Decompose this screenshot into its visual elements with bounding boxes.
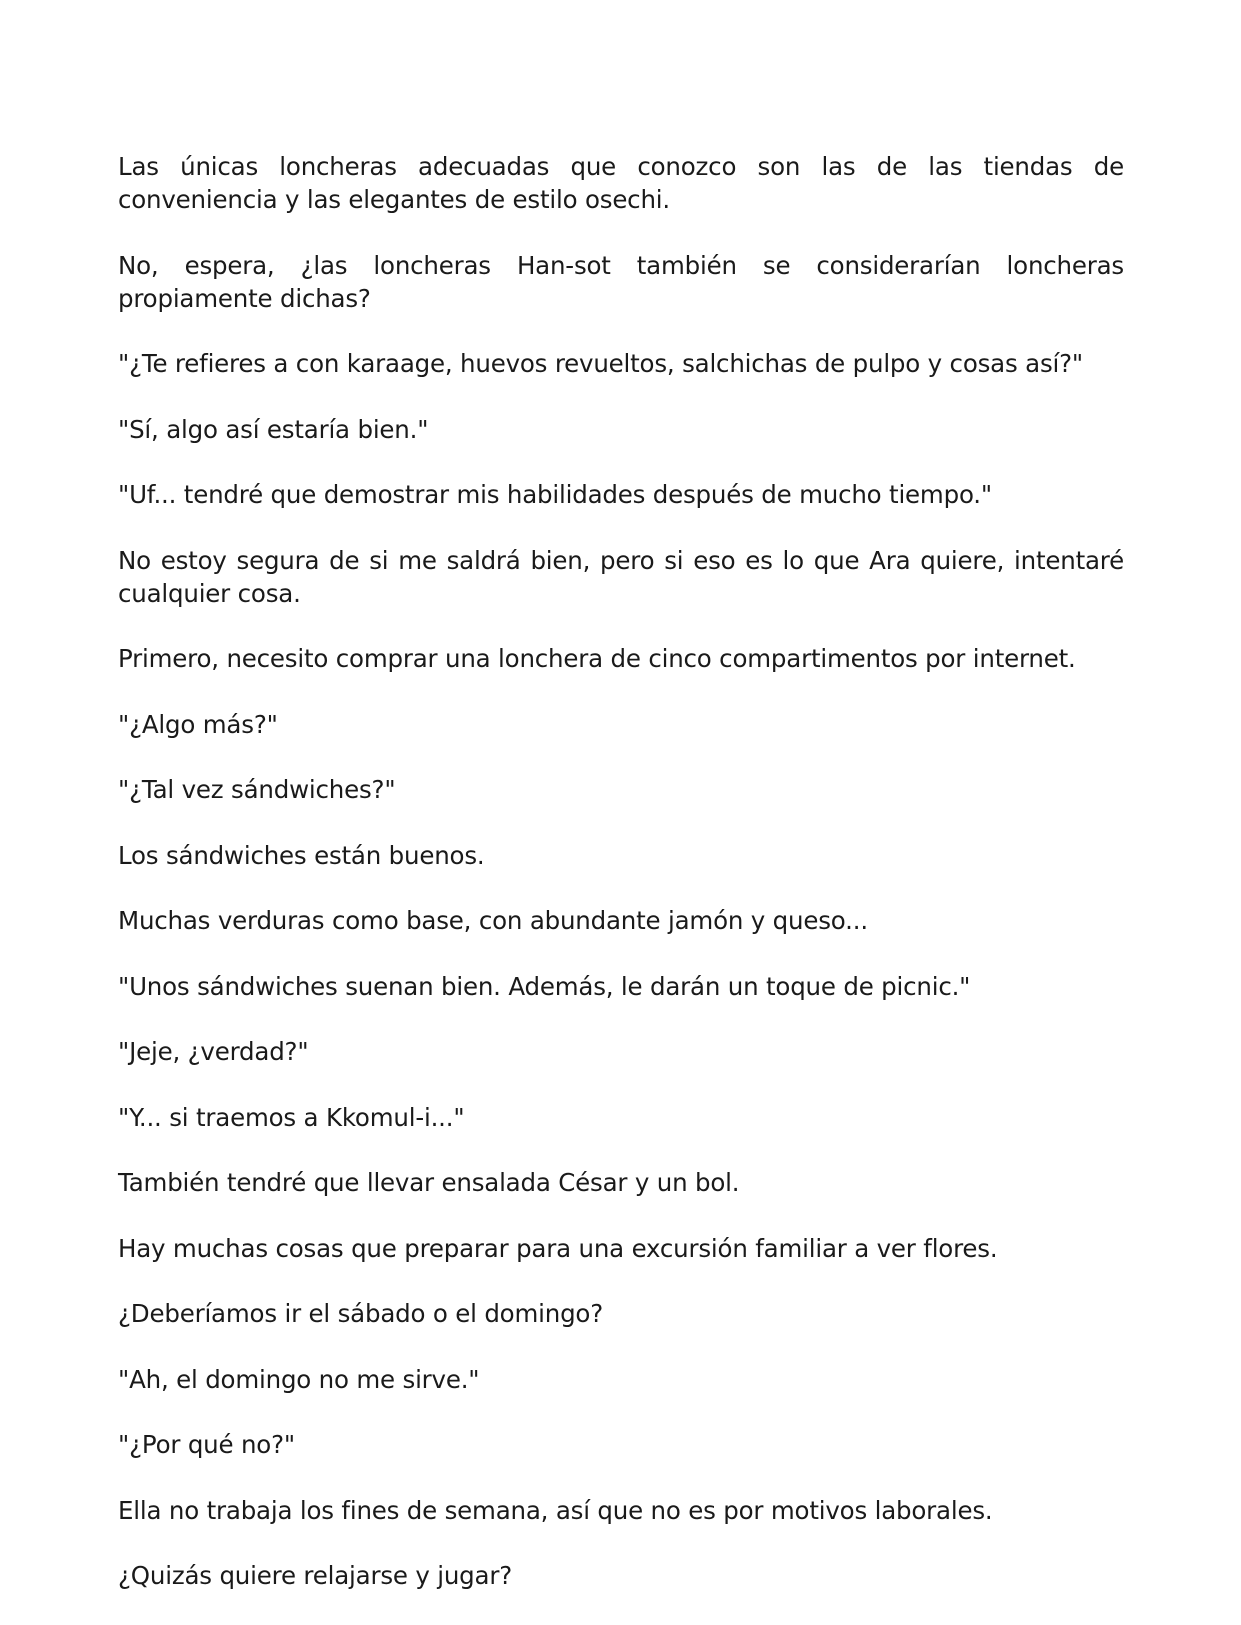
paragraph-9: "¿Tal vez sándwiches?"	[118, 775, 396, 804]
paragraph-11: Muchas verduras como base, con abundante jamón y queso...	[118, 906, 868, 935]
paragraph-19: "¿Por qué no?"	[118, 1430, 295, 1459]
paragraph-18: "Ah, el domingo no me sirve."	[118, 1364, 480, 1394]
paragraph-1: Las únicas loncheras adecuadas que conozco son las de las tiendas de conveniencia y las elegantes de estilo osechi.	[118, 152, 1124, 214]
paragraph-6: No estoy segura de si me saldrá bien, pero si eso es lo que Ara quiere, intentaré cualquier cosa.	[118, 545, 1124, 608]
paragraph-14: "Y... si traemos a Kkomul-i..."	[118, 1102, 465, 1132]
paragraph-15: También tendré que llevar ensalada César y un bol.	[118, 1168, 740, 1197]
paragraph-2: No, espera, ¿las loncheras Han-sot también se considerarían loncheras propiamente dichas?	[118, 250, 1124, 313]
paragraph-7: Primero, necesito comprar una lonchera de cinco compartimentos por internet.	[118, 644, 1076, 673]
paragraph-20: Ella no trabaja los fines de semana, así que no es por motivos laborales.	[118, 1495, 993, 1525]
paragraph-21: ¿Quizás quiere relajarse y jugar?	[118, 1561, 513, 1590]
paragraph-4: "Sí, algo así estaría bien."	[118, 414, 429, 444]
paragraph-3: "¿Te refieres a con karaage, huevos revueltos, salchichas de pulpo y cosas así?"	[118, 349, 1083, 378]
document-body	[118, 150, 1124, 1625]
paragraph-13: "Jeje, ¿verdad?"	[118, 1037, 309, 1066]
paragraph-5: "Uf... tendré que demostrar mis habilidades después de mucho tiempo."	[118, 480, 992, 509]
paragraph-8: "¿Algo más?"	[118, 709, 278, 739]
paragraph-10: Los sándwiches están buenos.	[118, 840, 485, 870]
paragraph-16: Hay muchas cosas que preparar para una excursión familiar a ver flores.	[118, 1233, 998, 1263]
paragraph-17: ¿Deberíamos ir el sábado o el domingo?	[118, 1299, 604, 1328]
paragraph-12: "Unos sándwiches suenan bien. Además, le darán un toque de picnic."	[118, 971, 971, 1001]
